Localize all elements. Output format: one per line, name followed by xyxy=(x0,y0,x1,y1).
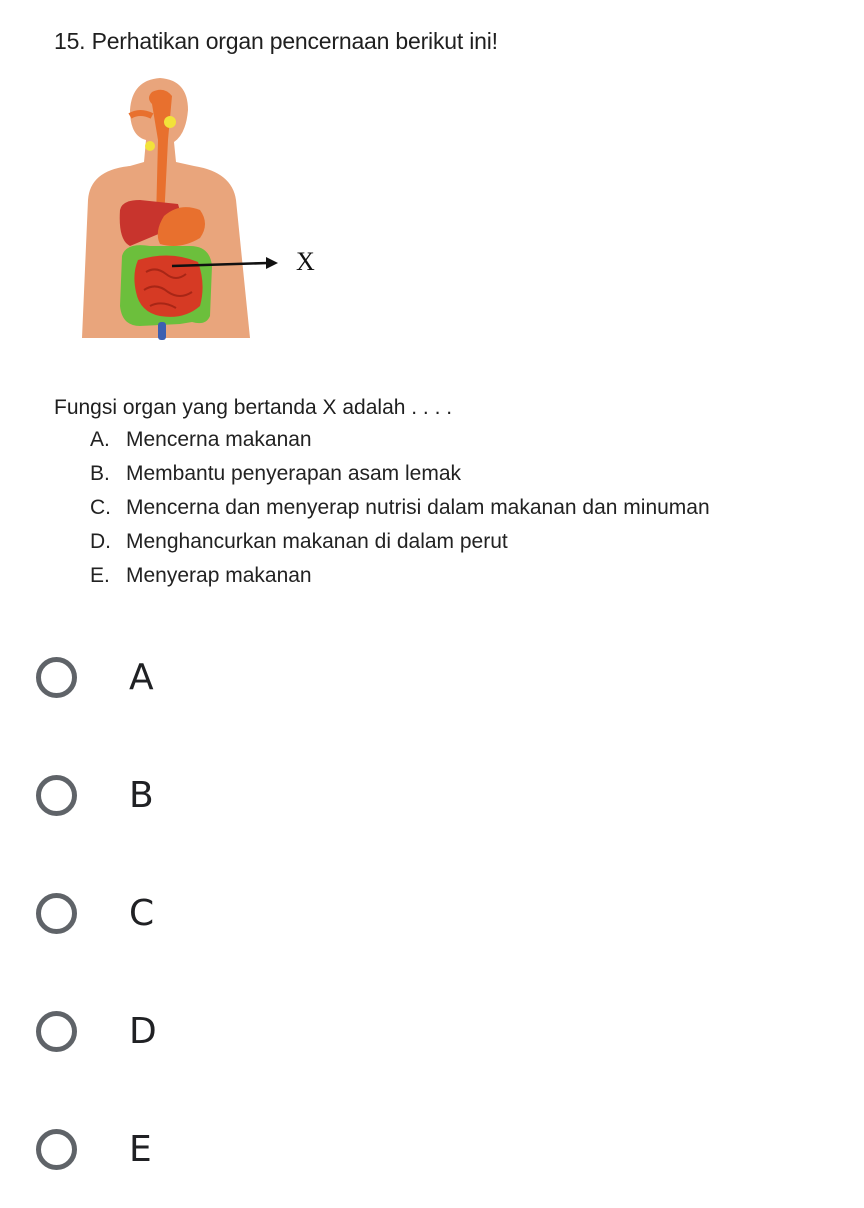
radio-button[interactable] xyxy=(36,1129,77,1170)
option-text: Menghancurkan makanan di dalam perut xyxy=(126,530,508,553)
option-text: Mencerna dan menyerap nutrisi dalam makanan dan minuman xyxy=(126,496,710,519)
radio-button[interactable] xyxy=(36,657,77,698)
question-prompt: Fungsi organ yang bertanda X adalah . . . . xyxy=(54,396,453,419)
option-item xyxy=(90,427,710,461)
radio-choice-a[interactable] xyxy=(0,618,864,736)
radio-label[interactable]: E xyxy=(129,1128,152,1170)
radio-choice-b[interactable] xyxy=(0,736,864,854)
radio-button[interactable] xyxy=(36,775,77,816)
radio-choice-c[interactable] xyxy=(0,854,864,972)
option-item xyxy=(90,495,710,529)
rectum xyxy=(158,322,166,340)
option-letter: C. xyxy=(90,496,111,519)
radio-label[interactable]: C xyxy=(129,892,155,934)
radio-button[interactable] xyxy=(36,1011,77,1052)
option-text: Mencerna makanan xyxy=(126,428,312,451)
radio-choice-e[interactable] xyxy=(0,1090,864,1208)
digestive-system-diagram xyxy=(60,70,350,350)
option-letter: E. xyxy=(90,564,110,587)
question-title: 15. Perhatikan organ pencernaan berikut ini! xyxy=(54,28,498,54)
diagram-marker: X xyxy=(296,247,315,276)
option-list xyxy=(90,427,710,597)
radio-choice-d[interactable] xyxy=(0,972,864,1090)
answer-radio-group xyxy=(0,618,864,1208)
option-item xyxy=(90,529,710,563)
option-letter: D. xyxy=(90,530,111,553)
option-letter: A. xyxy=(90,428,110,451)
question-image xyxy=(0,0,864,600)
option-item xyxy=(90,563,710,597)
option-letter: B. xyxy=(90,462,110,485)
radio-label[interactable]: B xyxy=(129,774,154,816)
radio-label[interactable]: A xyxy=(129,656,154,698)
option-item xyxy=(90,461,710,495)
option-text: Membantu penyerapan asam lemak xyxy=(126,462,462,485)
radio-label[interactable]: D xyxy=(129,1010,157,1052)
radio-button[interactable] xyxy=(36,893,77,934)
option-text: Menyerap makanan xyxy=(126,564,312,587)
